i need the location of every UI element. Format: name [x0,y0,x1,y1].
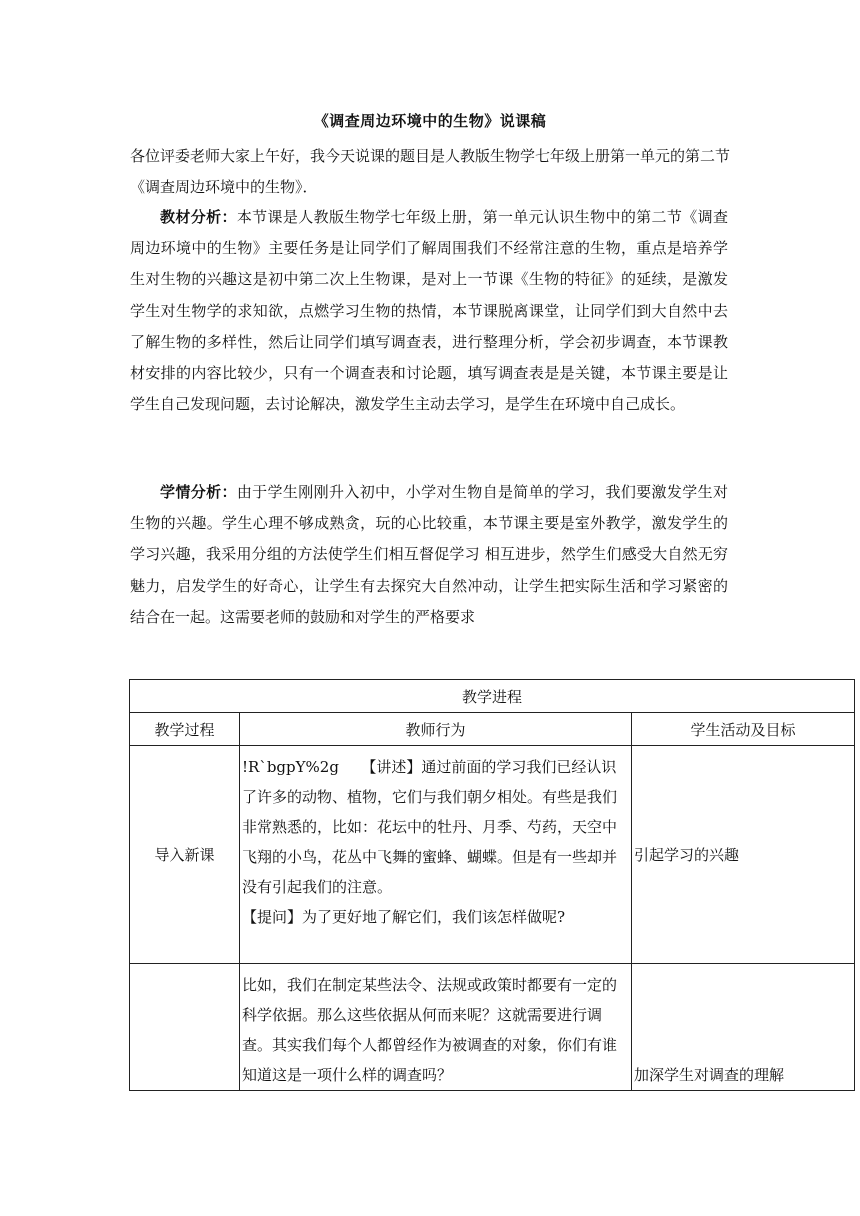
teacher-action-text: 比如，我们在制定某些法令、法规或政策时都要有一定的科学依据。那么这些依据从何而来呢？这就需要进行调查。其实我们每个人都曾经作为被调查的对象，你们有谁知道这是一项什么样的调查吗？ [242,976,618,1084]
student-goal-cell: 加深学生对调查的理解 [632,964,855,1091]
column-header: 教师行为 [240,713,632,746]
teacher-question-text: 【提问】为了更好地了解它们，我们该怎样做呢? [242,908,566,926]
table-caption-row [130,680,855,713]
teaching-process-table [129,679,855,1091]
document-title: 《调查周边环境中的生物》说课稿 [313,112,547,130]
table-row [130,964,855,1091]
student-analysis-paragraph [130,477,728,633]
section-heading: 教材分析： [160,208,237,226]
column-header: 教学过程 [130,713,240,746]
process-cell [130,964,240,1091]
teacher-action-cell [240,964,632,1091]
section-body: 由于学生刚刚升入初中，小学对生物自是简单的学习，我们要激发学生对生物的兴趣。学生心理不够成熟贪，玩的心比较重，本节课主要是室外教学，激发学生的学习兴趣，我采用分组的方法使学生们相互督促学习 相互进步，然学生们感受大自然无穷魅力，启发学生的好奇心，让学生有去探究大自然冲动，让学生把实际生活和学习紧密的结合在一起。这需要老师的鼓励和对学生的严格要求 [130,483,728,626]
column-header: 学生活动及目标 [632,713,855,746]
section-body: 本节课是人教版生物学七年级上册，第一单元认识生物中的第二节《调查周边环境中的生物》主要任务是让同学们了解周围我们不经常注意的生物，重点是培养学生对生物的兴趣这是初中第二次上生物课，是对上一节课《生物的特征》的延续，是激发学生对生物学的求知欲，点燃学习生物的热情，本节课脱离课堂，让同学们到大自然中去了解生物的多样性，然后让同学们填写调查表，进行整理分析，学会初步调查，本节课教材安排的内容比较少，只有一个调查表和讨论题，填写调查表是是关键，本节课主要是让学生自己发现问题，去讨论解决，激发学生主动去学习，是学生在环境中自己成长。 [130,208,728,414]
teacher-action-cell [240,746,632,964]
intro-paragraph: 各位评委老师大家上午好，我今天说课的题目是人教版生物学七年级上册第一单元的第二节《调查周边环境中的生物》． [130,147,731,196]
table-header-row [130,713,855,746]
section-heading: 学情分析： [160,483,237,501]
process-cell: 导入新课 [130,746,240,964]
student-goal-cell: 引起学习的兴趣 [632,746,855,964]
teacher-action-text: !R`bgpY%2g 【讲述】通过前面的学习我们已经认识了许多的动物、植物，它们与我们朝夕相处。有些是我们非常熟悉的，比如：花坛中的牡丹、月季、芍药，天空中飞翔的小鸟，花丛中飞舞的蜜蜂、蝴蝶。但是有一些却并没有引起我们的注意。 [242,758,618,896]
table-caption: 教学进程 [130,680,855,713]
textbook-analysis-paragraph [130,202,728,420]
table-row [130,746,855,964]
